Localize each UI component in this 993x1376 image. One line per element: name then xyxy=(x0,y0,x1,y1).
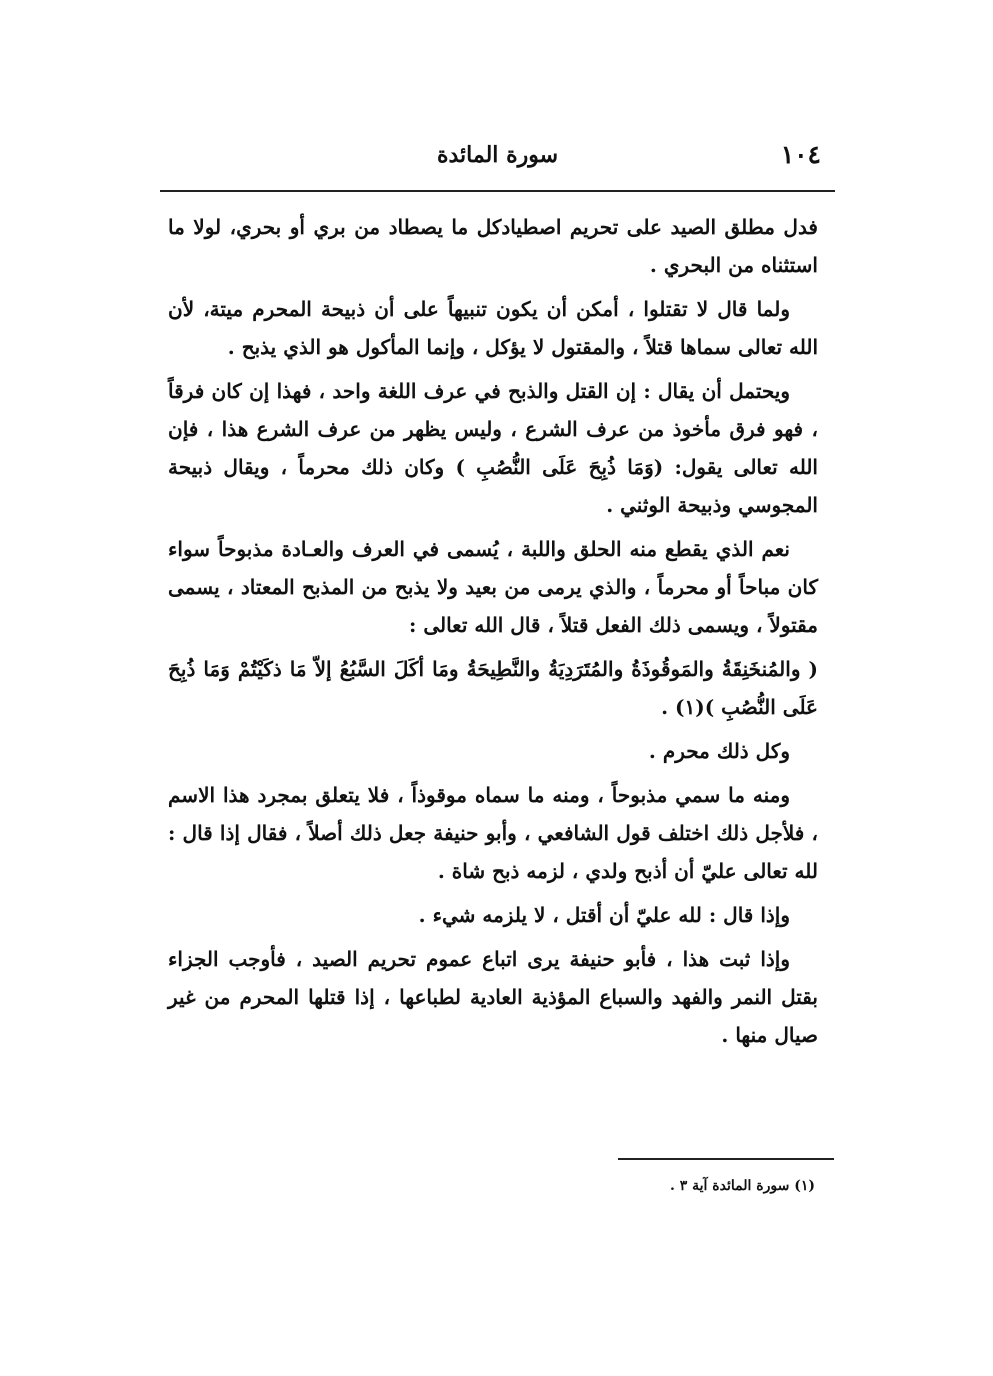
body-text xyxy=(168,208,818,1060)
footnote-rule xyxy=(618,1158,834,1160)
paragraph: وكل ذلك محرم . xyxy=(648,739,790,763)
paragraph: وإذا قال : لله عليّ أن أقتل ، لا يلزمه شيء . xyxy=(418,903,790,927)
header-rule xyxy=(160,190,835,192)
quran-quote: ( والمُنخَنِقَةُ والمَوقُوذَةُ والمُتَرَدِيَةُ والنَّطِيحَةُ ومَا أكَلَ السَّبُعُ إلاّ مَا ذكَيْتُمْ وَمَا ذُبِحَ عَلَى النُّصُبِ )(١) . xyxy=(168,657,818,719)
page-header xyxy=(160,138,835,178)
paragraph: نعم الذي يقطع منه الحلق واللبة ، يُسمى في العرف والعـادة مذبوحاً سواء كان مباحاً أو محرماً ، والذي يرمى من بعيد ولا يذبح من المذبح المعتاد ، يسمى مقتولاً ، ويسمى ذلك الفعل قتلاً ، قال الله تعالى : xyxy=(168,537,818,637)
paragraph: ويحتمل أن يقال : إن القتل والذبح في عرف اللغة واحد ، فهذا إن كان فرقاً ، فهو فرق مأخوذ من عرف الشرع ، وليس يظهر من عرف الشرع هذا ، فإن الله تعالى يقول: (وَمَا ذُبِحَ عَلَى النُّصُبِ ) وكان ذلك محرماً ، ويقال ذبيحة المجوسي وذبيحة الوثني . xyxy=(168,379,818,517)
paragraph: ومنه ما سمي مذبوحاً ، ومنه ما سماه موقوذاً ، فلا يتعلق بمجرد هذا الاسم ، فلأجل ذلك اختلف قول الشافعي ، وأبو حنيفة جعل ذلك أصلاً ، فقال إذا قال : لله تعالى عليّ أن أذبح ولدي ، لزمه ذبح شاة . xyxy=(168,783,818,883)
footnote: (١) سورة المائدة آية ٣ . xyxy=(669,1178,815,1194)
page-number: ١٠٤ xyxy=(780,140,821,169)
paragraph: ولما قال لا تقتلوا ، أمكن أن يكون تنبيهاً على أن ذبيحة المحرم ميتة، لأن الله تعالى سماها قتلاً ، والمقتول لا يؤكل ، وإنما المأكول هو الذي يذبح . xyxy=(168,297,818,359)
running-title: سورة المائدة xyxy=(436,142,559,168)
paragraph: فدل مطلق الصيد على تحريم اصطيادكل ما يصطاد من بري أو بحري، لولا ما استثناه من البحري . xyxy=(168,215,818,277)
paragraph: وإذا ثبت هذا ، فأبو حنيفة يرى اتباع عموم تحريم الصيد ، فأوجب الجزاء بقتل النمر والفهد والسباع المؤذية العادية لطباعها ، إذا قتلها المحرم من غير صيال منها . xyxy=(168,947,818,1047)
